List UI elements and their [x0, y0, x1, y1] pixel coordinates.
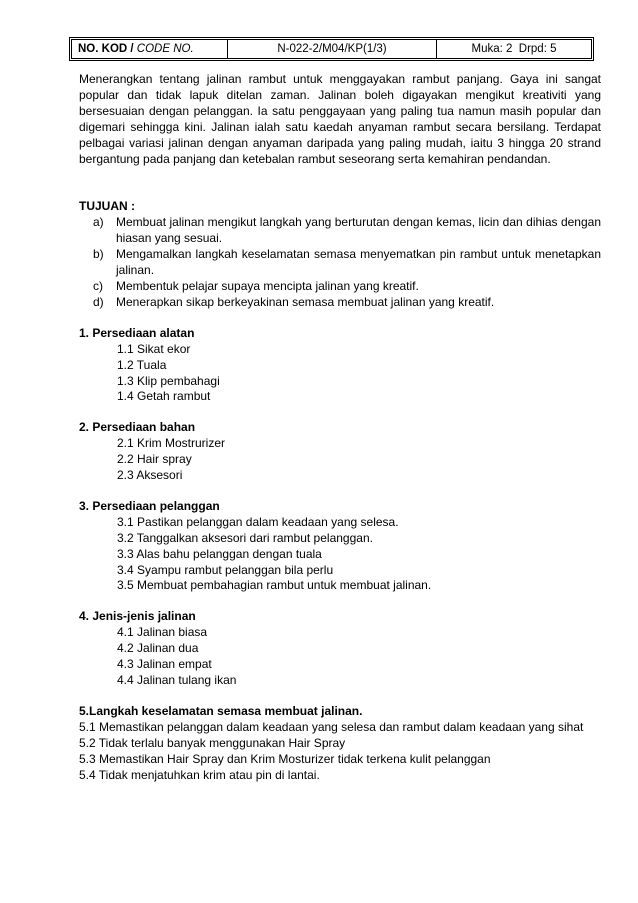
- list-item: 1.2 Tuala: [117, 357, 167, 372]
- section-bahan: [79, 420, 601, 484]
- section-heading: 5.Langkah keselamatan semasa membuat jalinan.: [79, 703, 363, 718]
- code-value: N-022-2/M04/KP(1/3): [277, 43, 387, 55]
- code-value-cell: [228, 40, 437, 58]
- list-item: 3.3 Alas bahu pelanggan dengan tuala: [117, 546, 322, 561]
- section-heading: 4. Jenis-jenis jalinan: [79, 609, 196, 624]
- page-info: Muka: 2 Drpd: 5: [471, 43, 557, 55]
- list-text: Menerapkan sikap berkeyakinan semasa membuat jalinan yang kreatif.: [116, 294, 495, 309]
- list-item: 3.4 Syampu rambut pelanggan bila perlu: [117, 562, 334, 577]
- code-label-cell: [72, 40, 228, 58]
- section-jenis-jalinan: [79, 609, 601, 689]
- list-marker: d): [93, 294, 104, 309]
- section-pelanggan: [79, 499, 601, 594]
- list-text: Membentuk pelajar supaya mencipta jalinan yang kreatif.: [116, 278, 419, 293]
- list-item: 1.4 Getah rambut: [117, 389, 211, 404]
- list-item: 3.5 Membuat pembahagian rambut untuk membuat jalinan.: [117, 578, 432, 593]
- document-body: [79, 72, 601, 783]
- list-item: 5.3 Memastikan Hair Spray dan Krim Mosturizer tidak terkena kulit pelanggan: [79, 751, 491, 766]
- list-item: 4.2 Jalinan dua: [117, 641, 199, 656]
- code-label-bold: NO. KOD /: [78, 43, 134, 55]
- list-marker: c): [93, 278, 103, 293]
- header-table: [69, 37, 594, 61]
- section-heading: 2. Persediaan bahan: [79, 420, 196, 435]
- list-item: 2.2 Hair spray: [117, 452, 192, 467]
- list-item: 2.3 Aksesori: [117, 468, 183, 483]
- tujuan-item: [79, 279, 601, 295]
- tujuan-item: [79, 215, 601, 247]
- tujuan-list: [79, 215, 601, 310]
- list-item: 5.4 Tidak menjatuhkan krim atau pin di lantai.: [79, 767, 320, 782]
- list-item: 2.1 Krim Mostrurizer: [117, 436, 226, 451]
- tujuan-item: [79, 295, 601, 311]
- list-item: 4.1 Jalinan biasa: [117, 625, 208, 640]
- section-heading: 1. Persediaan alatan: [79, 325, 195, 340]
- tujuan-item: [79, 247, 601, 279]
- list-text: Membuat jalinan mengikut langkah yang berturutan dengan kemas, licin dan dihias dengan hiasan yang sesuai.: [116, 215, 601, 246]
- list-marker: b): [93, 247, 104, 262]
- list-item: 3.1 Pastikan pelanggan dalam keadaan yang selesa.: [117, 514, 399, 529]
- list-marker: a): [93, 215, 104, 230]
- page-info-cell: [437, 40, 591, 58]
- section-keselamatan: [79, 704, 601, 784]
- intro-paragraph: Menerangkan tentang jalinan rambut untuk menggayakan rambut panjang. Gaya ini sangat popular dan tidak lapuk ditelan zaman. Jalinan boleh digayakan mengikut kreativiti yang bersesuaian dengan pelanggan. Ia satu penggayaan yang paling tua namun masih popular dan digemari sehingga kini. Jalinan ialah satu kaedah anyaman rambut secara bersilang. Terdapat pelbagai variasi jalinan dengan anyaman daripada yang paling mudah, iaitu 3 hingga 20 strand bergantung pada panjang dan ketebalan rambut seseorang serta kemahiran pendandan.: [79, 72, 601, 166]
- list-item: 1.3 Klip pembahagi: [117, 373, 220, 388]
- list-item: 1.1 Sikat ekor: [117, 341, 191, 356]
- list-item: 4.4 Jalinan tulang ikan: [117, 673, 237, 687]
- list-item: 5.2 Tidak terlalu banyak menggunakan Hair Spray: [79, 735, 346, 750]
- list-item: 3.2 Tanggalkan aksesori dari rambut pelanggan.: [117, 530, 373, 545]
- code-label-italic: CODE NO.: [136, 43, 194, 55]
- tujuan-heading: TUJUAN :: [79, 199, 135, 214]
- section-alatan: [79, 326, 601, 406]
- section-heading: 3. Persediaan pelanggan: [79, 498, 220, 513]
- list-item: 4.3 Jalinan empat: [117, 657, 212, 672]
- list-text: Mengamalkan langkah keselamatan semasa menyematkan pin rambut untuk menetapkan jalinan.: [116, 247, 601, 278]
- list-item: 5.1 Memastikan pelanggan dalam keadaan yang selesa dan rambut dalam keadaan yang sihat: [79, 719, 584, 734]
